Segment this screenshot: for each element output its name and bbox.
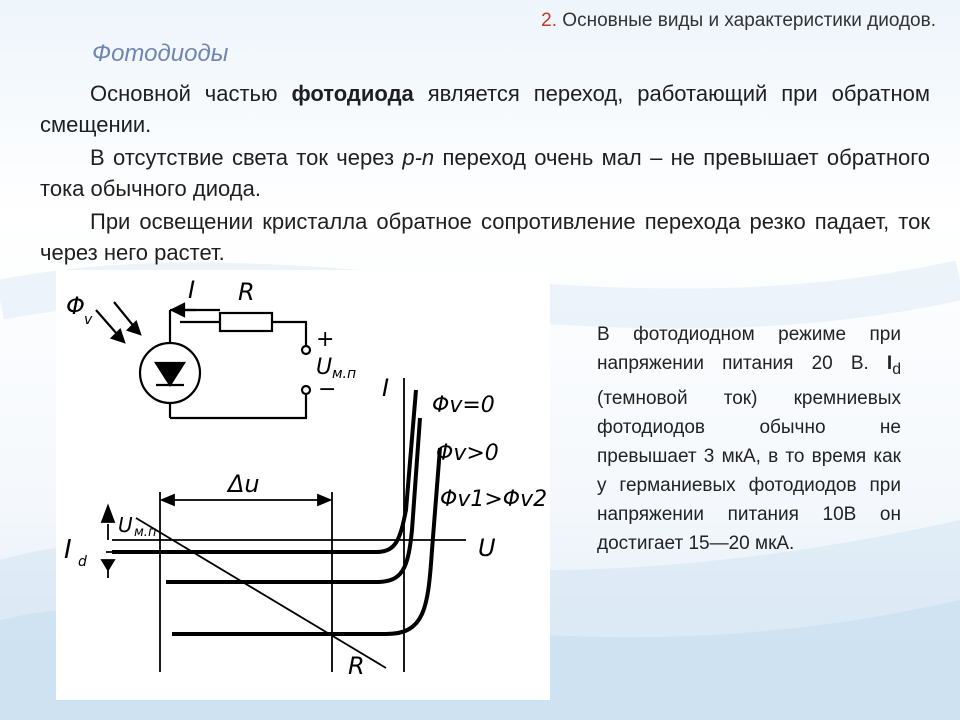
phi-label: Φ [66, 292, 85, 320]
curve-dark-label: Φv=0 [432, 393, 495, 418]
circuit [96, 302, 310, 418]
side-note-last: напряжении питания 10В он достигает 15—20 мкА. [597, 503, 901, 554]
wire-to-plus [272, 322, 306, 345]
light-arrow-2 [128, 322, 140, 334]
diode-symbol [156, 363, 184, 385]
photodiode-diagram [56, 270, 550, 700]
paragraph-1-bold: фотодиода [291, 81, 414, 106]
paragraph-3 [40, 206, 930, 268]
resistor-box [220, 313, 272, 331]
umn-arrow [102, 506, 114, 522]
current-label: I [188, 276, 196, 304]
slide-header [541, 10, 936, 32]
paragraph-2 [40, 142, 930, 204]
minus-label: − [318, 377, 337, 402]
wire-bottom [170, 394, 306, 418]
paragraph-2-italic: p-n [402, 145, 435, 170]
paragraph-2-before: В отсутствие света ток через [90, 145, 403, 170]
header-title: Основные виды и характеристики диодов. [562, 10, 936, 31]
phi-sub-label: v [84, 312, 93, 328]
supply-label: U [316, 355, 333, 380]
header-number: 2. [541, 10, 558, 31]
axis-i-label: I [382, 374, 390, 402]
delta-u-arrow-right [318, 495, 330, 505]
section-title: Фотодиоды [92, 40, 229, 67]
minus-terminal [302, 386, 310, 394]
side-note-part1: В фотодиодном режиме при напряжении питания 20 В. [597, 324, 901, 374]
id-sub-label: d [78, 554, 87, 570]
plus-terminal [302, 346, 310, 354]
curve-light-2-label: Φv1>Φv2 [440, 487, 548, 512]
side-note-bold: I [886, 353, 893, 374]
curve-light-2 [172, 448, 440, 634]
load-line-label: R [348, 652, 365, 680]
photodiode-figure [56, 270, 550, 700]
umn-sub-label: м.п [134, 525, 157, 540]
side-note [597, 320, 901, 558]
id-label: I [64, 535, 72, 565]
paragraph-1-before: Основной частью [90, 81, 292, 106]
curve-light-1-label: Φv>0 [436, 441, 499, 466]
side-note-part2: (темновой ток) кремниевых фотодиодов обычно не превышает 3 мкА, в то время как у германиевых фотодиодов при [597, 387, 901, 496]
resistor-label: R [238, 278, 255, 306]
side-note-sub: d [892, 360, 901, 378]
delta-u-arrow-left [162, 495, 174, 505]
iv-curves [112, 390, 440, 634]
curve-dark [112, 390, 416, 552]
paragraph-1-after: является переход, работающий при обратном смещении. [40, 81, 930, 137]
paragraph-3-text: При освещении кристалла обратное сопротивление перехода резко падает, ток через него растет. [40, 209, 930, 265]
current-arrow-head [172, 304, 184, 316]
paragraph-1 [40, 78, 930, 140]
paragraph-2-after: переход очень мал – не превышает обратного тока обычного диода. [40, 145, 930, 201]
plus-label: + [316, 327, 335, 352]
delta-u-label: Δu [228, 470, 260, 498]
supply-sub-label: м.п [332, 366, 357, 382]
axis-u-label: U [478, 534, 496, 562]
umn-label: U [118, 513, 133, 537]
